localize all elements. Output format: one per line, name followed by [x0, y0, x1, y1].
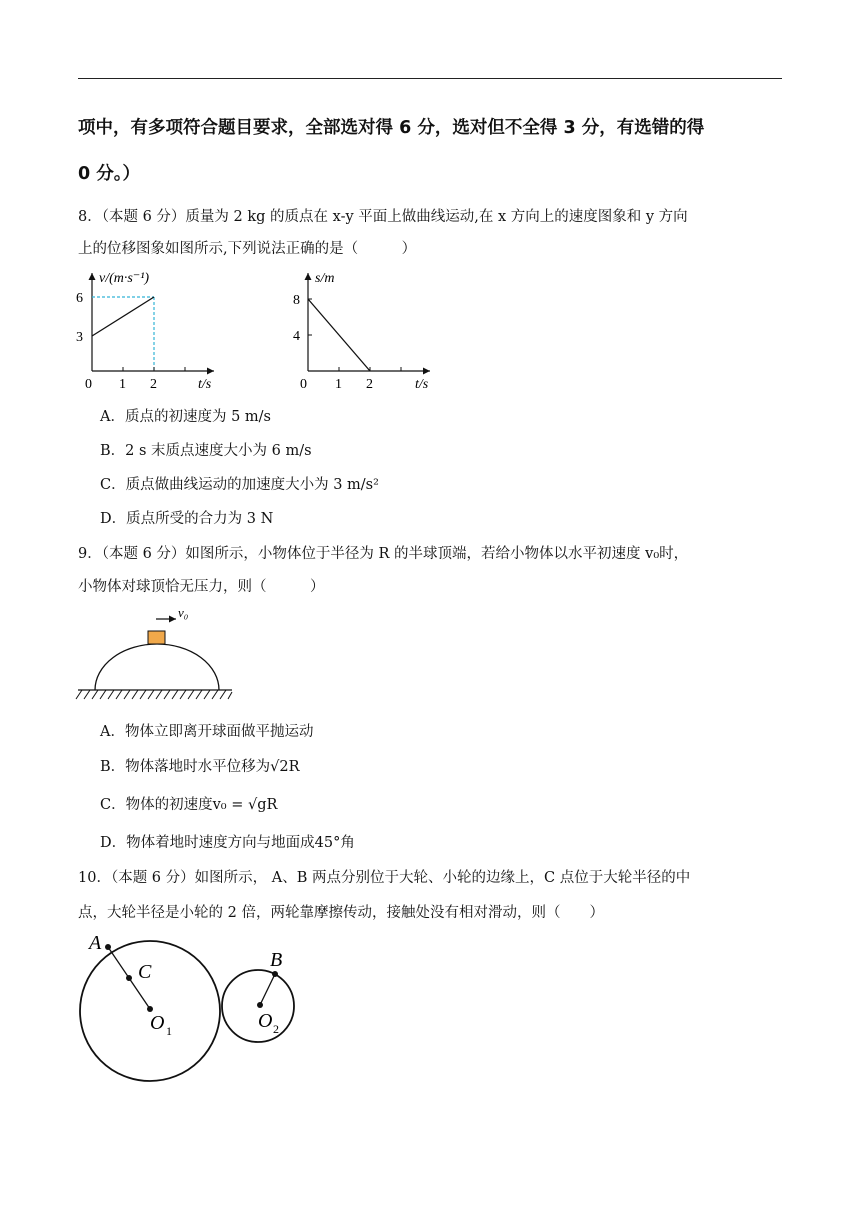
hemisphere: [95, 644, 219, 690]
s-xlabel: t/s: [415, 377, 429, 392]
label-a: A: [89, 932, 102, 954]
q8-option-a: A．质点的初速度为 5 m/s: [100, 409, 271, 425]
label-o2-sub: 2: [273, 1022, 279, 1036]
q8-displacement-graph: [288, 265, 438, 395]
q10-stem-line-1: 10．（本题 6 分）如图所示， A、B 两点分别位于大轮、小轮的边缘上，C 点位于大轮半径的中: [78, 870, 691, 886]
s-xtick-0: 0: [300, 377, 307, 392]
q8-option-c: C．质点做曲线运动的加速度大小为 3 m/s²: [100, 477, 379, 493]
label-b: B: [270, 949, 283, 971]
q9-option-a: A．物体立即离开球面做平抛运动: [100, 724, 314, 740]
s-ylabel: s/m: [315, 271, 335, 286]
point-o2: [257, 1002, 263, 1008]
v-xtick-1: 1: [119, 377, 126, 392]
s-data-line: [308, 299, 370, 371]
q9-hemisphere-figure: [72, 600, 242, 710]
v0-label: v₀: [178, 605, 189, 620]
ground-hatch: [76, 690, 232, 699]
v-ylabel: v/(m·s⁻¹): [99, 271, 150, 286]
v-xtick-2: 2: [150, 377, 157, 392]
v-ytick-3: 3: [76, 330, 83, 345]
v-ytick-6: 6: [76, 291, 83, 306]
q8-option-d: D．质点所受的合力为 3 N: [100, 511, 274, 527]
s-ytick-4: 4: [293, 329, 300, 344]
point-a: [105, 944, 111, 950]
label-o1-sub: 1: [166, 1024, 172, 1038]
q9-option-d: D．物体着地时速度方向与地面成45°角: [100, 835, 355, 851]
q10-stem-line-2: 点，大轮半径是小轮的 2 倍，两轮靠摩擦传动，接触处没有相对滑动，则（ ）: [78, 905, 604, 921]
q10-wheels-figure: [72, 925, 312, 1085]
q9-option-c: C．物体的初速度v₀ = √gR: [100, 797, 278, 813]
label-c: C: [138, 961, 152, 983]
small-radius: [260, 974, 275, 1005]
q9-stem-line-2: 小物体对球顶恰无压力，则（ ）: [78, 579, 325, 595]
intro-line-2: 0 分。）: [78, 164, 141, 184]
s-ytick-8: 8: [293, 293, 300, 308]
q8-stem-line-2: 上的位移图象如图所示,下列说法正确的是（ ）: [78, 241, 417, 257]
point-c: [126, 975, 132, 981]
v-data-line: [92, 297, 154, 336]
small-block: [148, 631, 165, 644]
q8-velocity-graph: [72, 265, 222, 395]
q8-stem-line-1: 8．（本题 6 分）质量为 2 kg 的质点在 x-y 平面上做曲线运动,在 x 方向上的速度图象和 y 方向: [78, 209, 688, 225]
intro-line-1: 项中，有多项符合题目要求，全部选对得 6 分，选对但不全得 3 分，有选错的得: [78, 118, 705, 138]
s-xtick-1: 1: [335, 377, 342, 392]
label-o1: O: [150, 1012, 165, 1034]
q9-stem-line-1: 9．（本题 6 分）如图所示，小物体位于半径为 R 的半球顶端，若给小物体以水平初速度 v₀时，: [78, 546, 689, 562]
q8-option-b: B．2 s 末质点速度大小为 6 m/s: [100, 443, 312, 459]
label-o2: O: [258, 1010, 273, 1032]
header-rule: [78, 78, 782, 79]
point-b: [272, 971, 278, 977]
v-xlabel: t/s: [198, 377, 212, 392]
q9-option-b: B．物体落地时水平位移为√2R: [100, 759, 300, 775]
v-xtick-0: 0: [85, 377, 92, 392]
s-xtick-2: 2: [366, 377, 373, 392]
